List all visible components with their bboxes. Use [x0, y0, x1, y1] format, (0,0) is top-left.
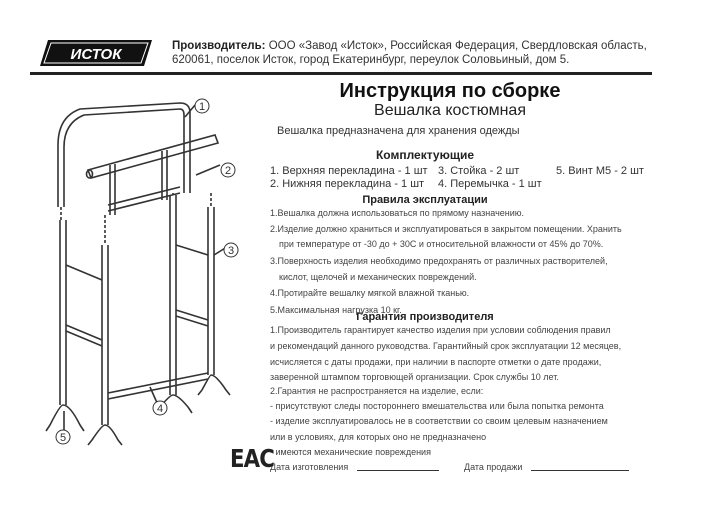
warranty-line: заверенной штампом торговющей организации. Срок службы 10 лет.	[270, 372, 559, 382]
sale-date-label: Дата продажи	[464, 462, 523, 472]
component-item: 4. Перемычка - 1 шт	[438, 178, 542, 190]
manufacturer-line2: 620061, поселок Исток, город Екатеринбург, переулок Соловьиный, дом 5.	[172, 54, 570, 66]
component-item: 3. Стойка - 2 шт	[438, 165, 520, 177]
header-divider	[30, 72, 652, 75]
rule-line: 3.Поверхность изделия необходимо предохранять от различных растворителей,	[270, 256, 608, 266]
warranty-line: 2.Гарантия не распространяется на изделие, если:	[270, 386, 484, 396]
description: Вешалка предназначена для хранения одежды	[277, 125, 520, 137]
callout-4: 4	[156, 403, 164, 415]
page-subtitle: Вешалка костюмная	[374, 102, 526, 119]
rule-line: кислот, щелочей и механических повреждений.	[279, 272, 477, 282]
manufacture-date-field[interactable]	[357, 470, 439, 471]
logo-text: ИСТОК	[70, 46, 122, 63]
sale-date-field[interactable]	[531, 470, 629, 471]
warranty-line: - имеются механические повреждения	[270, 447, 431, 457]
callout-3: 3	[227, 245, 235, 257]
coat-rack-diagram-icon	[30, 95, 260, 455]
warranty-line: - присутствуют следы постороннего вмешательства или была попытка ремонта	[270, 401, 604, 411]
warranty-line: исчисляется с даты продажи, при наличии в паспорте отметки о дате продажи,	[270, 357, 602, 367]
component-item: 5. Винт М5 - 2 шт	[556, 165, 644, 177]
eac-mark: EAC	[230, 444, 275, 473]
warranty-line: или в условиях, для которых оно не предназначено	[270, 432, 487, 442]
rule-line: 2.Изделие должно храниться и эксплуатироваться в закрытом помещении. Хранить	[270, 224, 622, 234]
warranty-line: 1.Производитель гарантирует качество изделия при условии соблюдения правил	[270, 325, 611, 335]
warranty-line: и рекомендаций данного руководства. Гарантийный срок эксплуатации 12 месяцев,	[270, 341, 622, 351]
manufacturer-line1	[172, 40, 647, 52]
manufacturer-label: Производитель:	[172, 40, 266, 52]
callout-2: 2	[224, 165, 232, 177]
callout-1: 1	[198, 101, 206, 113]
page-title: Инструкция по сборке	[339, 80, 561, 102]
warranty-heading: Гарантия производителя	[356, 311, 494, 323]
rule-line: 4.Протирайте вешалку мягкой влажной тканью.	[270, 288, 470, 298]
manufacturer-address: ООО «Завод «Исток», Российская Федерация, Свердловская область,	[268, 40, 647, 52]
warranty-line: - изделие эксплуатировалось не в соответствии со своим целевым назначением	[270, 416, 608, 426]
rule-line: при температуре от -30 до + 30С и относительной влажности от 45% до 70%.	[279, 239, 604, 249]
logo	[38, 38, 154, 73]
manufacture-date-label: Дата изготовления	[270, 462, 349, 472]
assembly-diagram	[30, 95, 260, 460]
rule-line: 1.Вешалка должна использоваться по прямому назначению.	[270, 208, 525, 218]
rules-heading: Правила эксплуатации	[362, 194, 488, 206]
istok-logo-icon	[38, 38, 154, 68]
components-heading: Комплектующие	[375, 148, 475, 162]
component-item: 2. Нижняя перекладина - 1 шт	[270, 178, 425, 190]
rule-line: 5.Максимальная нагрузка 10 кг.	[270, 305, 402, 315]
component-item: 1. Верхняя перекладина - 1 шт	[270, 165, 428, 177]
callout-5: 5	[59, 432, 67, 444]
